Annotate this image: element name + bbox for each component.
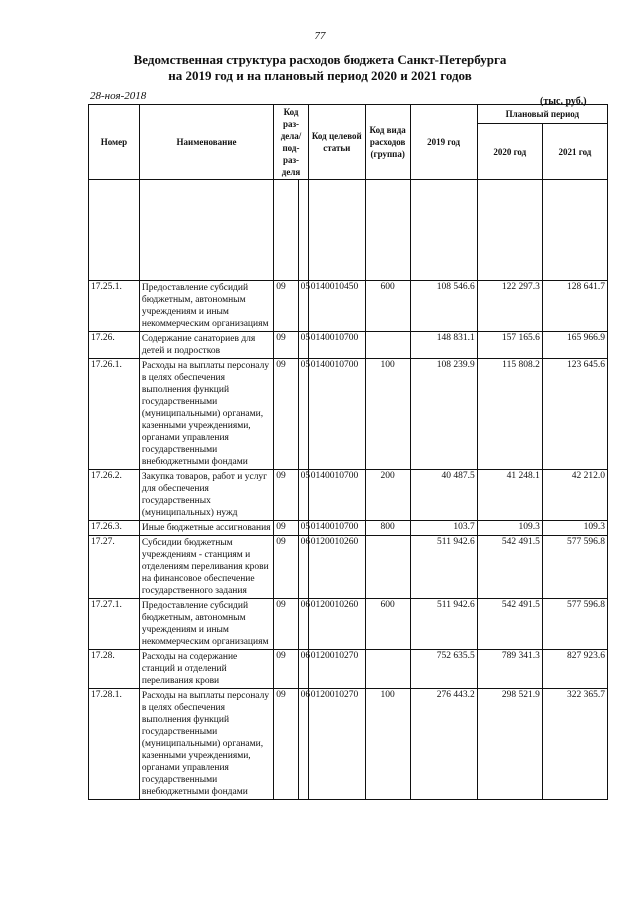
- row-2019: 511 942.6: [410, 599, 477, 650]
- header-number: Номер: [89, 105, 140, 180]
- row-podrazdel: 05: [298, 470, 308, 521]
- row-vr: [365, 650, 410, 689]
- row-2021: 123 645.6: [542, 359, 607, 470]
- row-cs: 0120010260: [308, 536, 365, 599]
- row-cs: 0120010270: [308, 689, 365, 800]
- row-number: 17.28.1.: [89, 689, 140, 800]
- title-line-2: на 2019 год и на плановый период 2020 и 2021 годов: [168, 68, 472, 83]
- header-2021: 2021 год: [542, 124, 607, 180]
- row-2021: 165 966.9: [542, 332, 607, 359]
- row-name: Субсидии бюджетным учреждениям - станциям и отделениям переливания крови на финансовое обеспечение государственного задания: [139, 536, 273, 599]
- row-cs: 0140010700: [308, 359, 365, 470]
- header-cs: Код целевой статьи: [308, 105, 365, 180]
- row-vr: [365, 536, 410, 599]
- row-podrazdel: 05: [298, 332, 308, 359]
- row-name: Расходы на содержание станций и отделений переливания крови: [139, 650, 273, 689]
- row-cs: 0140010700: [308, 521, 365, 536]
- table-row: [89, 359, 608, 470]
- table-row: [89, 650, 608, 689]
- title-line-1: Ведомственная структура расходов бюджета Санкт-Петербурга: [133, 52, 507, 67]
- row-2020: 542 491.5: [477, 599, 542, 650]
- row-name: Иные бюджетные ассигнования: [139, 521, 273, 536]
- row-razdel: 09: [274, 470, 298, 521]
- row-2019: 40 487.5: [410, 470, 477, 521]
- row-name: Закупка товаров, работ и услуг для обеспечения государственных (муниципальных) нужд: [139, 470, 273, 521]
- row-2021: 827 923.6: [542, 650, 607, 689]
- row-2020: 157 165.6: [477, 332, 542, 359]
- header-2019: 2019 год: [410, 105, 477, 180]
- row-2020: 41 248.1: [477, 470, 542, 521]
- row-vr: 800: [365, 521, 410, 536]
- row-razdel: 09: [274, 650, 298, 689]
- row-number: 17.25.1.: [89, 281, 140, 332]
- row-number: 17.28.: [89, 650, 140, 689]
- row-2020: 298 521.9: [477, 689, 542, 800]
- header-spacer-row: [89, 180, 608, 281]
- header-vr: Код вида расходов (группа): [365, 105, 410, 180]
- table-row: [89, 332, 608, 359]
- row-cs: 0140010700: [308, 332, 365, 359]
- table-row: [89, 689, 608, 800]
- row-2021: 577 596.8: [542, 536, 607, 599]
- row-podrazdel: 05: [298, 521, 308, 536]
- page-number: 77: [314, 30, 326, 42]
- header-planned-period: Плановый период: [477, 105, 607, 124]
- row-2019: 752 635.5: [410, 650, 477, 689]
- row-2020: 542 491.5: [477, 536, 542, 599]
- table-row: [89, 536, 608, 599]
- row-number: 17.27.: [89, 536, 140, 599]
- row-razdel: 09: [274, 689, 298, 800]
- row-vr: 600: [365, 281, 410, 332]
- row-2019: 511 942.6: [410, 536, 477, 599]
- row-name: Предоставление субсидий бюджетным, автономным учреждениям и иным некоммерческим организациям: [139, 281, 273, 332]
- row-podrazdel: 05: [298, 359, 308, 470]
- header-razdel: Код раз-дела/ под-раз-деля: [274, 105, 309, 180]
- row-number: 17.26.1.: [89, 359, 140, 470]
- row-razdel: 09: [274, 281, 298, 332]
- units-label: (тыс. руб.): [540, 96, 587, 107]
- row-vr: [365, 332, 410, 359]
- row-razdel: 09: [274, 332, 298, 359]
- row-number: 17.26.: [89, 332, 140, 359]
- row-2020: 109.3: [477, 521, 542, 536]
- row-2019: 148 831.1: [410, 332, 477, 359]
- row-2020: 115 808.2: [477, 359, 542, 470]
- row-number: 17.27.1.: [89, 599, 140, 650]
- row-podrazdel: 06: [298, 536, 308, 599]
- table-row: [89, 521, 608, 536]
- row-2019: 276 443.2: [410, 689, 477, 800]
- row-2021: 109.3: [542, 521, 607, 536]
- row-number: 17.26.2.: [89, 470, 140, 521]
- row-cs: 0120010270: [308, 650, 365, 689]
- document-title: [0, 52, 640, 84]
- row-2021: 42 212.0: [542, 470, 607, 521]
- row-vr: 600: [365, 599, 410, 650]
- header-2020: 2020 год: [477, 124, 542, 180]
- table-row: [89, 599, 608, 650]
- row-2019: 108 546.6: [410, 281, 477, 332]
- row-2021: 128 641.7: [542, 281, 607, 332]
- row-cs: 0140010450: [308, 281, 365, 332]
- row-2020: 122 297.3: [477, 281, 542, 332]
- row-vr: 100: [365, 689, 410, 800]
- row-razdel: 09: [274, 359, 298, 470]
- row-2020: 789 341.3: [477, 650, 542, 689]
- row-podrazdel: 06: [298, 689, 308, 800]
- row-vr: 100: [365, 359, 410, 470]
- row-name: Расходы на выплаты персоналу в целях обеспечения выполнения функций государственными (муниципальными) органами, казенными учреждениями, органами управления государственными внебюджетными фондами: [139, 359, 273, 470]
- row-2021: 322 365.7: [542, 689, 607, 800]
- row-name: Расходы на выплаты персоналу в целях обеспечения выполнения функций государственными (муниципальными) органами, казенными учреждениями, органами управления государственными внебюджетными фондами: [139, 689, 273, 800]
- row-razdel: 09: [274, 599, 298, 650]
- row-cs: 0140010700: [308, 470, 365, 521]
- row-number: 17.26.3.: [89, 521, 140, 536]
- table-row: [89, 281, 608, 332]
- row-2019: 103.7: [410, 521, 477, 536]
- document-date: 28-ноя-2018: [90, 90, 147, 102]
- row-2021: 577 596.8: [542, 599, 607, 650]
- row-vr: 200: [365, 470, 410, 521]
- row-podrazdel: 06: [298, 599, 308, 650]
- budget-table: [88, 104, 608, 800]
- row-name: Предоставление субсидий бюджетным, автономным учреждениям и иным некоммерческим организациям: [139, 599, 273, 650]
- table-row: [89, 470, 608, 521]
- row-podrazdel: 05: [298, 281, 308, 332]
- row-podrazdel: 06: [298, 650, 308, 689]
- row-razdel: 09: [274, 536, 298, 599]
- header-name: Наименование: [139, 105, 273, 180]
- row-razdel: 09: [274, 521, 298, 536]
- row-2019: 108 239.9: [410, 359, 477, 470]
- row-cs: 0120010260: [308, 599, 365, 650]
- row-name: Содержание санаториев для детей и подростков: [139, 332, 273, 359]
